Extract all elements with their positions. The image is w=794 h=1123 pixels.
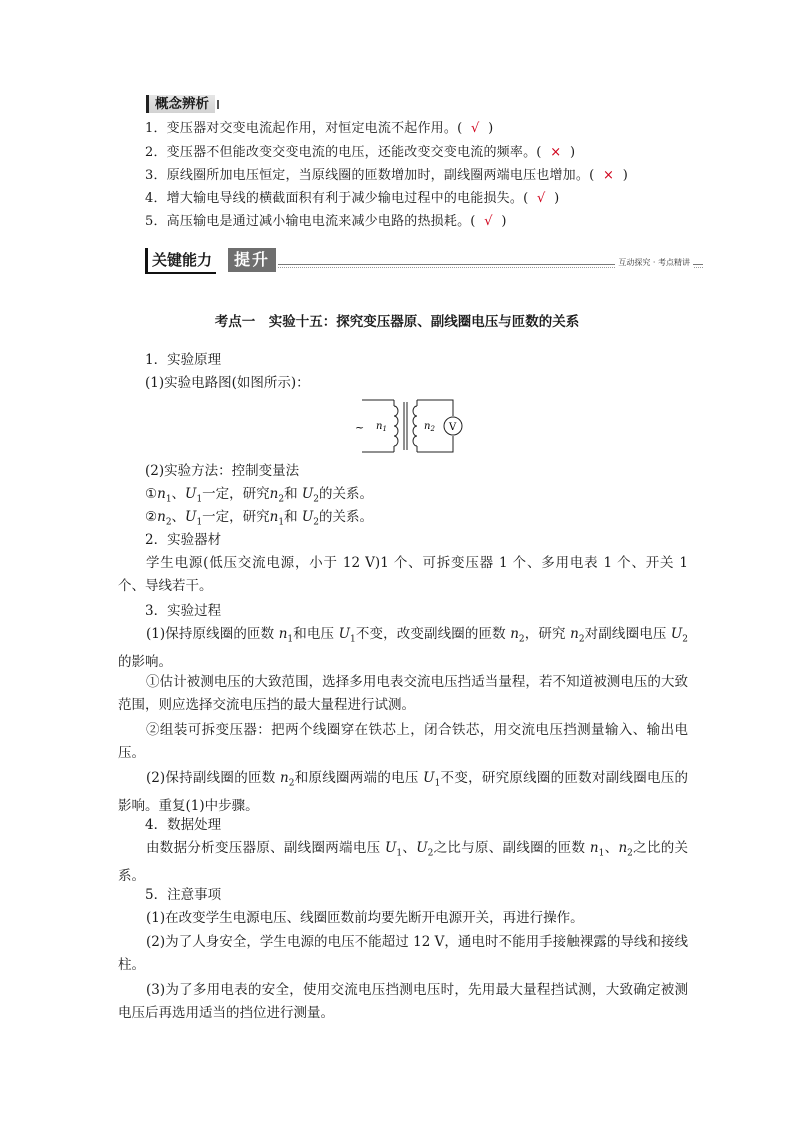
s2-text: 学生电源(低压交流电源，小于 12 V)1 个、可拆变压器 1 个、多用电表 1 个、开关 1 个、导线若干。 [118, 555, 688, 594]
s4-title: 4．数据处理 [145, 817, 222, 833]
s1-title: 1．实验原理 [145, 352, 222, 368]
banner-subtitle: 互动探究 · 考点精讲 [615, 257, 693, 268]
s3-p1: (1)保持原线圈的匝数 $n_1$和电压 $U_1$不变，改变副线圈的匝数 $n_2$，研究 $n_2$对副线圈电压 $U_2$的影响。 [118, 626, 689, 671]
s5-title: 5．注意事项 [145, 887, 222, 903]
s3-p3: ②组装可拆变压器：把两个线圈穿在铁芯上，闭合铁芯，用交流电压挡测量输入、输出电压。 [118, 722, 688, 761]
section-banner [145, 248, 703, 274]
s5-p3: (3)为了多用电表的安全，使用交流电压挡测电压时，先用最大量程挡试测，大致确定被测电压后再选用适当的挡位进行测量。 [118, 982, 688, 1021]
transformer-circuit-diagram [352, 394, 467, 456]
check-mark: √ [484, 214, 493, 229]
section-heading: 考点一 实验十五：探究变压器原、副线圈电压与匝数的关系 [214, 314, 580, 330]
label-n2: $n_2$ [424, 421, 435, 433]
concept-item-4: 4．增大输电导线的横截面积有利于减少输电过程中的电能损失。( √ ) [145, 191, 560, 206]
s1-case-2: $②n_2$、$U_1$一定，研究$n_1$和 $U_2$的关系。 [145, 509, 374, 528]
s3-p4: (2)保持副线圈的匝数 $n_2$和原线圈两端的电压 $U_1$不变，研究原线圈的匝数对副线圈电压的影响。重复(1)中步骤。 [118, 770, 689, 815]
concept-item-1: 1．变压器对交变电流起作用，对恒定电流不起作用。( √ ) [145, 121, 494, 136]
banner-title: 关键能力 [145, 248, 216, 274]
s4-text: 由数据分析变压器原、副线圈两端电压 $U_1$、$U_2$之比与原、副线圈的匝数 $n_1$、$n_2$之比的关系。 [118, 840, 689, 885]
s1-p2: (2)实验方法：控制变量法 [145, 463, 300, 479]
check-mark: √ [471, 121, 480, 136]
cross-mark: × [550, 145, 562, 160]
voltmeter-label: V [449, 422, 457, 433]
s3-p2: ①估计被测电压的大致范围，选择多用电表交流电压挡适当量程，若不知道被测电压的大致范围，则应选择交流电压挡的最大量程进行试测。 [118, 674, 688, 713]
s1-case-1: $①n_1$、$U_1$一定，研究$n_2$和 $U_2$的关系。 [145, 486, 374, 505]
concept-item-3: 3．原线圈所加电压恒定，当原线圈的匝数增加时，副线圈两端电压也增加。( × ) [145, 168, 629, 183]
s1-p1: (1)实验电路图(如图所示)： [145, 375, 310, 391]
concept-tag: 概念辨析 [146, 95, 215, 113]
banner-highlight: 提升 [228, 248, 276, 272]
s2-title: 2．实验器材 [145, 532, 222, 548]
check-mark: √ [537, 191, 546, 206]
concept-item-5: 5．高压输电是通过减小输电电流来减少电路的热损耗。( √ ) [145, 214, 507, 229]
s3-title: 3．实验过程 [145, 603, 222, 619]
ac-source-symbol: ~ [355, 421, 365, 434]
concept-item-2: 2．变压器不但能改变交变电流的电压，还能改变交变电流的频率。( × ) [145, 145, 576, 160]
s5-p1: (1)在改变学生电源电压、线圈匝数前均要先断开电源开关，再进行操作。 [146, 910, 584, 926]
label-n1: $n_1$ [376, 421, 387, 433]
s5-p2: (2)为了人身安全，学生电源的电压不能超过 12 V，通电时不能用手接触裸露的导线和接线柱。 [118, 934, 688, 973]
cross-mark: × [603, 168, 615, 183]
